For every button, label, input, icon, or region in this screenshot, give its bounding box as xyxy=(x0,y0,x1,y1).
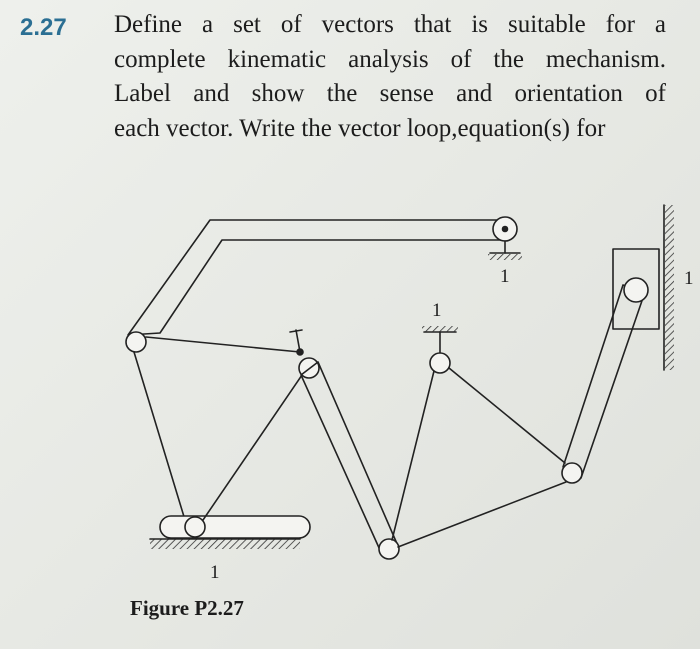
bottom-slider-joint xyxy=(185,517,205,537)
link-right-pin-to-far-right xyxy=(449,368,565,463)
right-pin-joint xyxy=(430,353,450,373)
bottom-ground-hatch xyxy=(150,539,300,549)
ground-label: 1 xyxy=(210,562,220,583)
link-left-to-upper-joint xyxy=(146,337,300,352)
link-right-pin-to-lower xyxy=(392,371,434,540)
right-t-support xyxy=(422,326,458,356)
problem-number: 2.27 xyxy=(20,14,67,41)
problem-line: each vector. Write the vector loop,equation(s) for xyxy=(114,114,606,142)
problem-line: complete kinematic analysis of the mechanism. xyxy=(114,45,666,73)
upper-bent-link xyxy=(128,220,505,335)
link-left-to-bottom xyxy=(134,352,185,520)
link-lower-to-far-right xyxy=(398,482,566,547)
vertical-guide-hatch xyxy=(665,205,674,370)
ground-label: 1 xyxy=(500,266,510,287)
link-bottom-to-middle xyxy=(203,375,302,520)
problem-line: Label and show the sense and orientation of xyxy=(114,80,666,107)
ground-label: 1 xyxy=(684,268,694,289)
figure-caption: Figure P2.27 xyxy=(130,596,244,620)
far-right-bar xyxy=(563,285,645,478)
middle-to-lower-bar xyxy=(301,362,398,550)
lower-joint xyxy=(379,539,399,559)
far-right-lower-joint xyxy=(562,463,582,483)
top-pin-support xyxy=(488,217,522,260)
ground-label: 1 xyxy=(432,300,442,321)
problem-line: Define a set of vectors that is suitable for a xyxy=(114,11,666,38)
left-pivot-joint xyxy=(126,332,146,352)
bottom-slider-track xyxy=(160,516,310,538)
slider-pin xyxy=(624,278,648,302)
